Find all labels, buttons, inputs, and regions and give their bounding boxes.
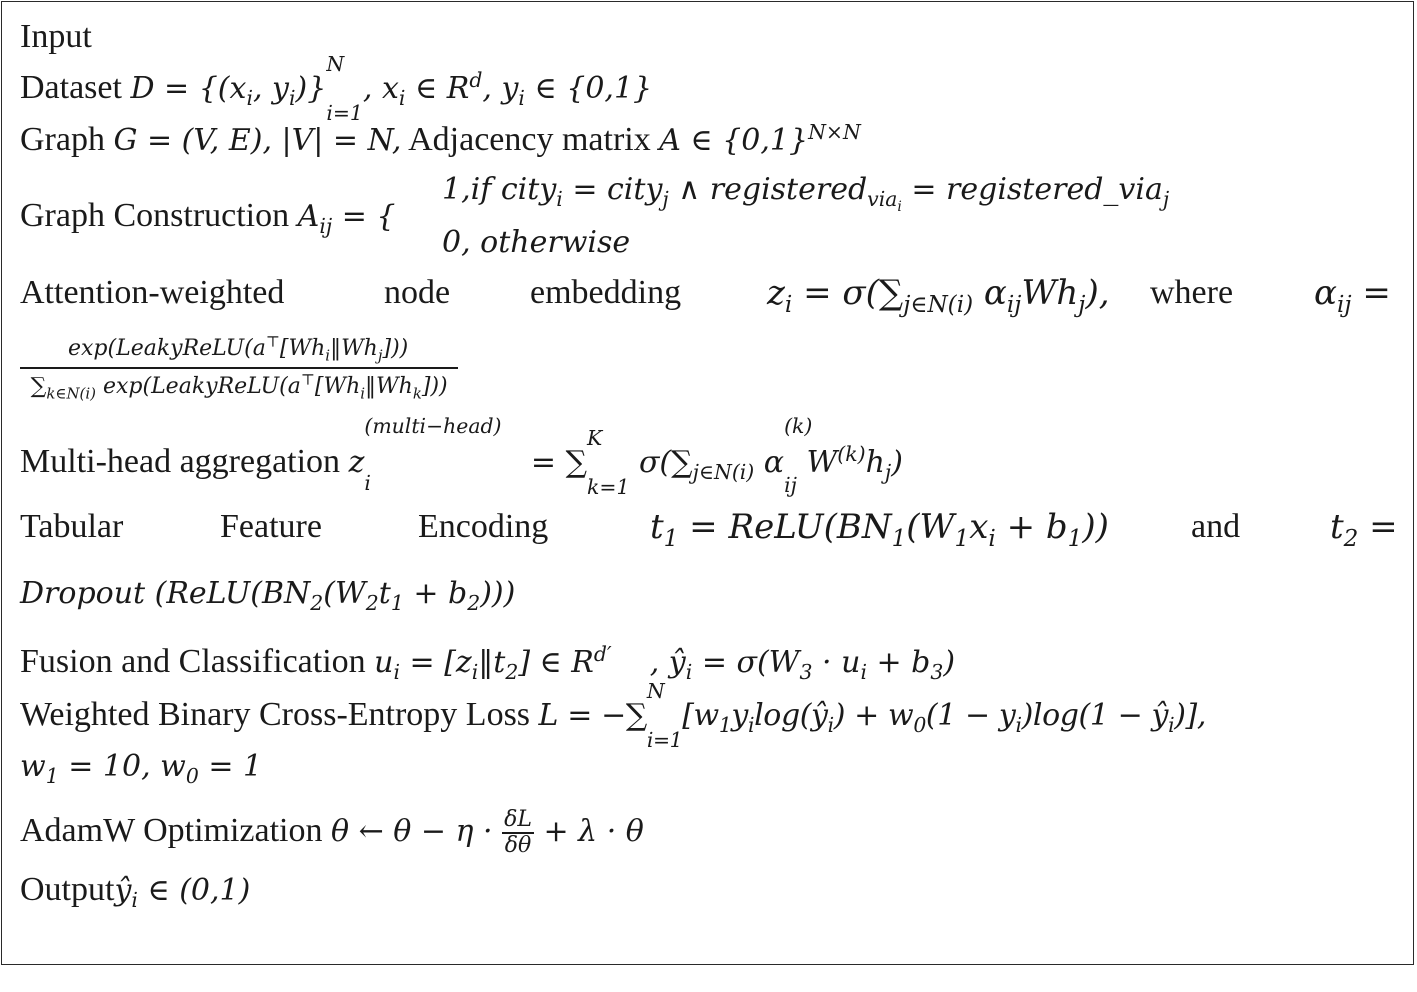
input-line bbox=[20, 17, 92, 57]
weights-line: $w_1 = 10$, $w_0 = 1$ bbox=[20, 749, 263, 788]
graph-construction-lhs: $A_{ij}$ = { bbox=[297, 199, 396, 238]
attention-fraction: $\frac{\exp(LeakyReLU(a^⊤[Wh_i‖Wh_j]))}{\sum_{k\in N(i)} \exp(LeakyReLU(a^⊤[Wh_i‖Wh_k]))}$ bbox=[20, 337, 458, 399]
fusion-label: Fusion and Classification bbox=[20, 643, 366, 680]
graph-line bbox=[20, 120, 861, 161]
dataset-formula: $D = \{(x_i$, $y_i$)} N $_{i=1}$, $x_i$ ∈ $R^d$, $y_i$ ∈ {0,1} bbox=[130, 52, 653, 125]
attention-word-2: node bbox=[384, 274, 451, 311]
and-label: and bbox=[1191, 508, 1241, 545]
attention-formula: $z_i = \sigma(\sum_{j\in N(i)}$ $\alpha_{ij}Wh_j$), bbox=[767, 273, 1110, 318]
w0-value: 1 bbox=[243, 749, 263, 784]
output-line bbox=[20, 870, 250, 911]
tabular-word-1: Tabular bbox=[20, 508, 124, 545]
where-label: where bbox=[1150, 274, 1234, 311]
t2-formula: Dropout $(ReLU(BN_2(W_2t_1 + b_2)))$ bbox=[20, 576, 516, 615]
multihead-formula: z (multi−head) $_i$= ∑ K $_{k=1}$ $\sigma(\sum_{j\in N(i)}$ α (k) $_{ij}$ $W^{(k)}h_j$) bbox=[348, 414, 903, 499]
case-zero-value: 0, bbox=[442, 225, 471, 260]
dataset-label: Dataset bbox=[20, 69, 122, 106]
fusion-line bbox=[20, 642, 955, 683]
graph-formula: G = (V, E), |V| = N, bbox=[113, 123, 402, 158]
attention-word-1: Attention-weighted bbox=[20, 274, 285, 311]
adamw-line bbox=[20, 808, 644, 858]
adjacency-formula: A ∈ $\{0,1\}^{N\times N}$ bbox=[659, 120, 861, 158]
t2-lhs: $t_2$ = bbox=[1330, 507, 1398, 552]
tabular-word-3: Encoding bbox=[418, 508, 549, 545]
dataset-line bbox=[20, 52, 653, 125]
loss-line bbox=[20, 679, 1206, 752]
t1-formula: $t_1$ = $ReLU(BN_1(W_1x_i + b_1))$ bbox=[650, 507, 1109, 552]
case-otherwise: otherwise bbox=[480, 225, 631, 260]
graph-label: Graph bbox=[20, 121, 105, 158]
graph-construction-label: Graph Construction bbox=[20, 197, 290, 234]
case-one-value: 1, bbox=[442, 172, 471, 207]
fusion-formula: $u_i$ = $[z_i‖t_2]$ ∈ $R^{d'}$ , $ŷ_i = \sigma(W_3 \cdot u_i + b_3)$ bbox=[374, 642, 956, 684]
attention-word-3: embedding bbox=[530, 274, 682, 311]
output-label: Output bbox=[20, 871, 115, 908]
adamw-formula: θ ← θ − η · $\frac{\delta L}{\delta\theta}$ + λ · θ bbox=[330, 807, 644, 859]
loss-formula: L = −∑ N $_{i=1}[w_1y_i\log(ŷ_i) + w_0(1 - y_i)\log(1$ − $ŷ_i$)], bbox=[538, 679, 1206, 752]
case-one: 1,if city$_i$ = city$_j$ ∧ registered$_{via_i}$ = registered_via$_j$ bbox=[442, 172, 1170, 216]
output-formula: $ŷ_i$ ∈ (0,1) bbox=[114, 873, 251, 912]
multihead-label: Multi-head aggregation bbox=[20, 443, 341, 480]
algorithm-box bbox=[1, 1, 1414, 965]
w1-value: 10 bbox=[102, 749, 142, 784]
tabular-word-2: Feature bbox=[220, 508, 322, 545]
case-zero bbox=[442, 223, 630, 263]
alpha-lhs: $\alpha_{ij}$ = bbox=[1314, 273, 1391, 318]
adamw-label: AdamW Optimization bbox=[20, 812, 323, 850]
multihead-line bbox=[20, 414, 903, 499]
input-label: Input bbox=[20, 18, 92, 55]
loss-label: Weighted Binary Cross-Entropy Loss bbox=[20, 696, 531, 733]
adjacency-label: Adjacency matrix bbox=[408, 121, 651, 158]
graph-construction-line bbox=[20, 196, 395, 237]
case-if: if bbox=[470, 172, 492, 207]
